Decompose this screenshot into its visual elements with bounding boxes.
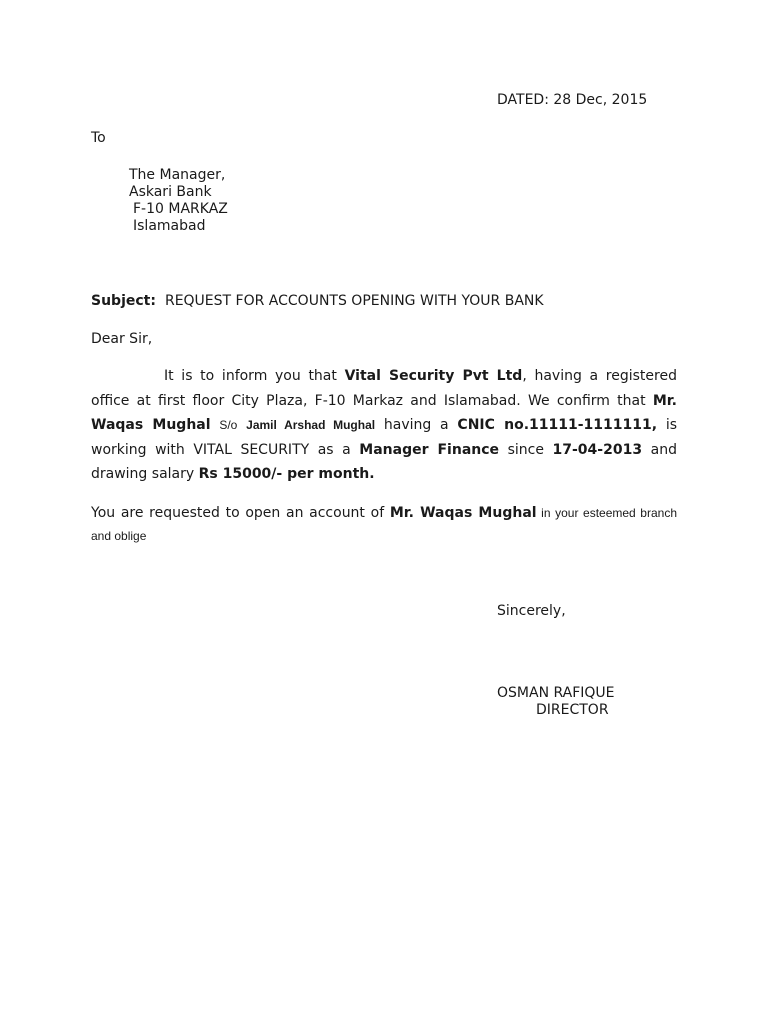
salary-amount: Rs 15000/- per month. — [198, 466, 375, 482]
para2-text-1: You are requested to open an account of — [91, 505, 390, 521]
cnic-number: CNIC no.11111-1111111, — [457, 417, 658, 433]
joining-date: 17-04-2013 — [552, 441, 643, 458]
para1-text-8: and drawing salary — [91, 441, 677, 482]
employee-name: Mr. Waqas Mughal — [91, 392, 677, 433]
salutation: Dear Sir, — [91, 331, 153, 347]
father-name: Jamil Arshad Mughal — [246, 418, 376, 432]
para1-text-2: , having a registered office at first floor City Plaza, F-10 Markaz and Islamabad. We confirm that — [91, 368, 677, 409]
recipient-to: To — [91, 130, 106, 146]
address-line-2: Askari Bank — [129, 184, 212, 200]
employee-name-2: Mr. Waqas Mughal — [389, 505, 537, 521]
para1-text-1: It is to inform you that — [164, 368, 345, 384]
address-line-3: F-10 MARKAZ — [133, 201, 228, 217]
body-paragraph-2 — [91, 502, 677, 548]
designation: Manager Finance — [359, 441, 500, 458]
company-name: Vital Security Pvt Ltd — [344, 368, 523, 384]
para1-text-4 — [237, 417, 246, 433]
subject-label: Subject: — [91, 293, 156, 309]
para1-text-7: since — [499, 441, 553, 458]
address-line-1: The Manager, — [129, 167, 226, 183]
subject-text: REQUEST FOR ACCOUNTS OPENING WITH YOUR BANK — [164, 293, 544, 309]
para1-text-5: having a — [375, 417, 458, 433]
letter-date: DATED: 28 Dec, 2015 — [497, 92, 648, 108]
address-line-4: Islamabad — [133, 218, 206, 234]
subject-line — [91, 293, 544, 310]
signatory-title: DIRECTOR — [536, 702, 609, 718]
closing: Sincerely, — [497, 603, 566, 619]
body-paragraph-1 — [91, 364, 677, 487]
son-of-label: S/o — [219, 418, 238, 432]
para1-text-6: is working with VITAL SECURITY as a — [91, 417, 678, 458]
recipient-address — [129, 167, 228, 235]
para2-text-2: in your esteemed branch and oblige — [91, 506, 677, 543]
signatory-name: OSMAN RAFIQUE — [497, 685, 615, 701]
